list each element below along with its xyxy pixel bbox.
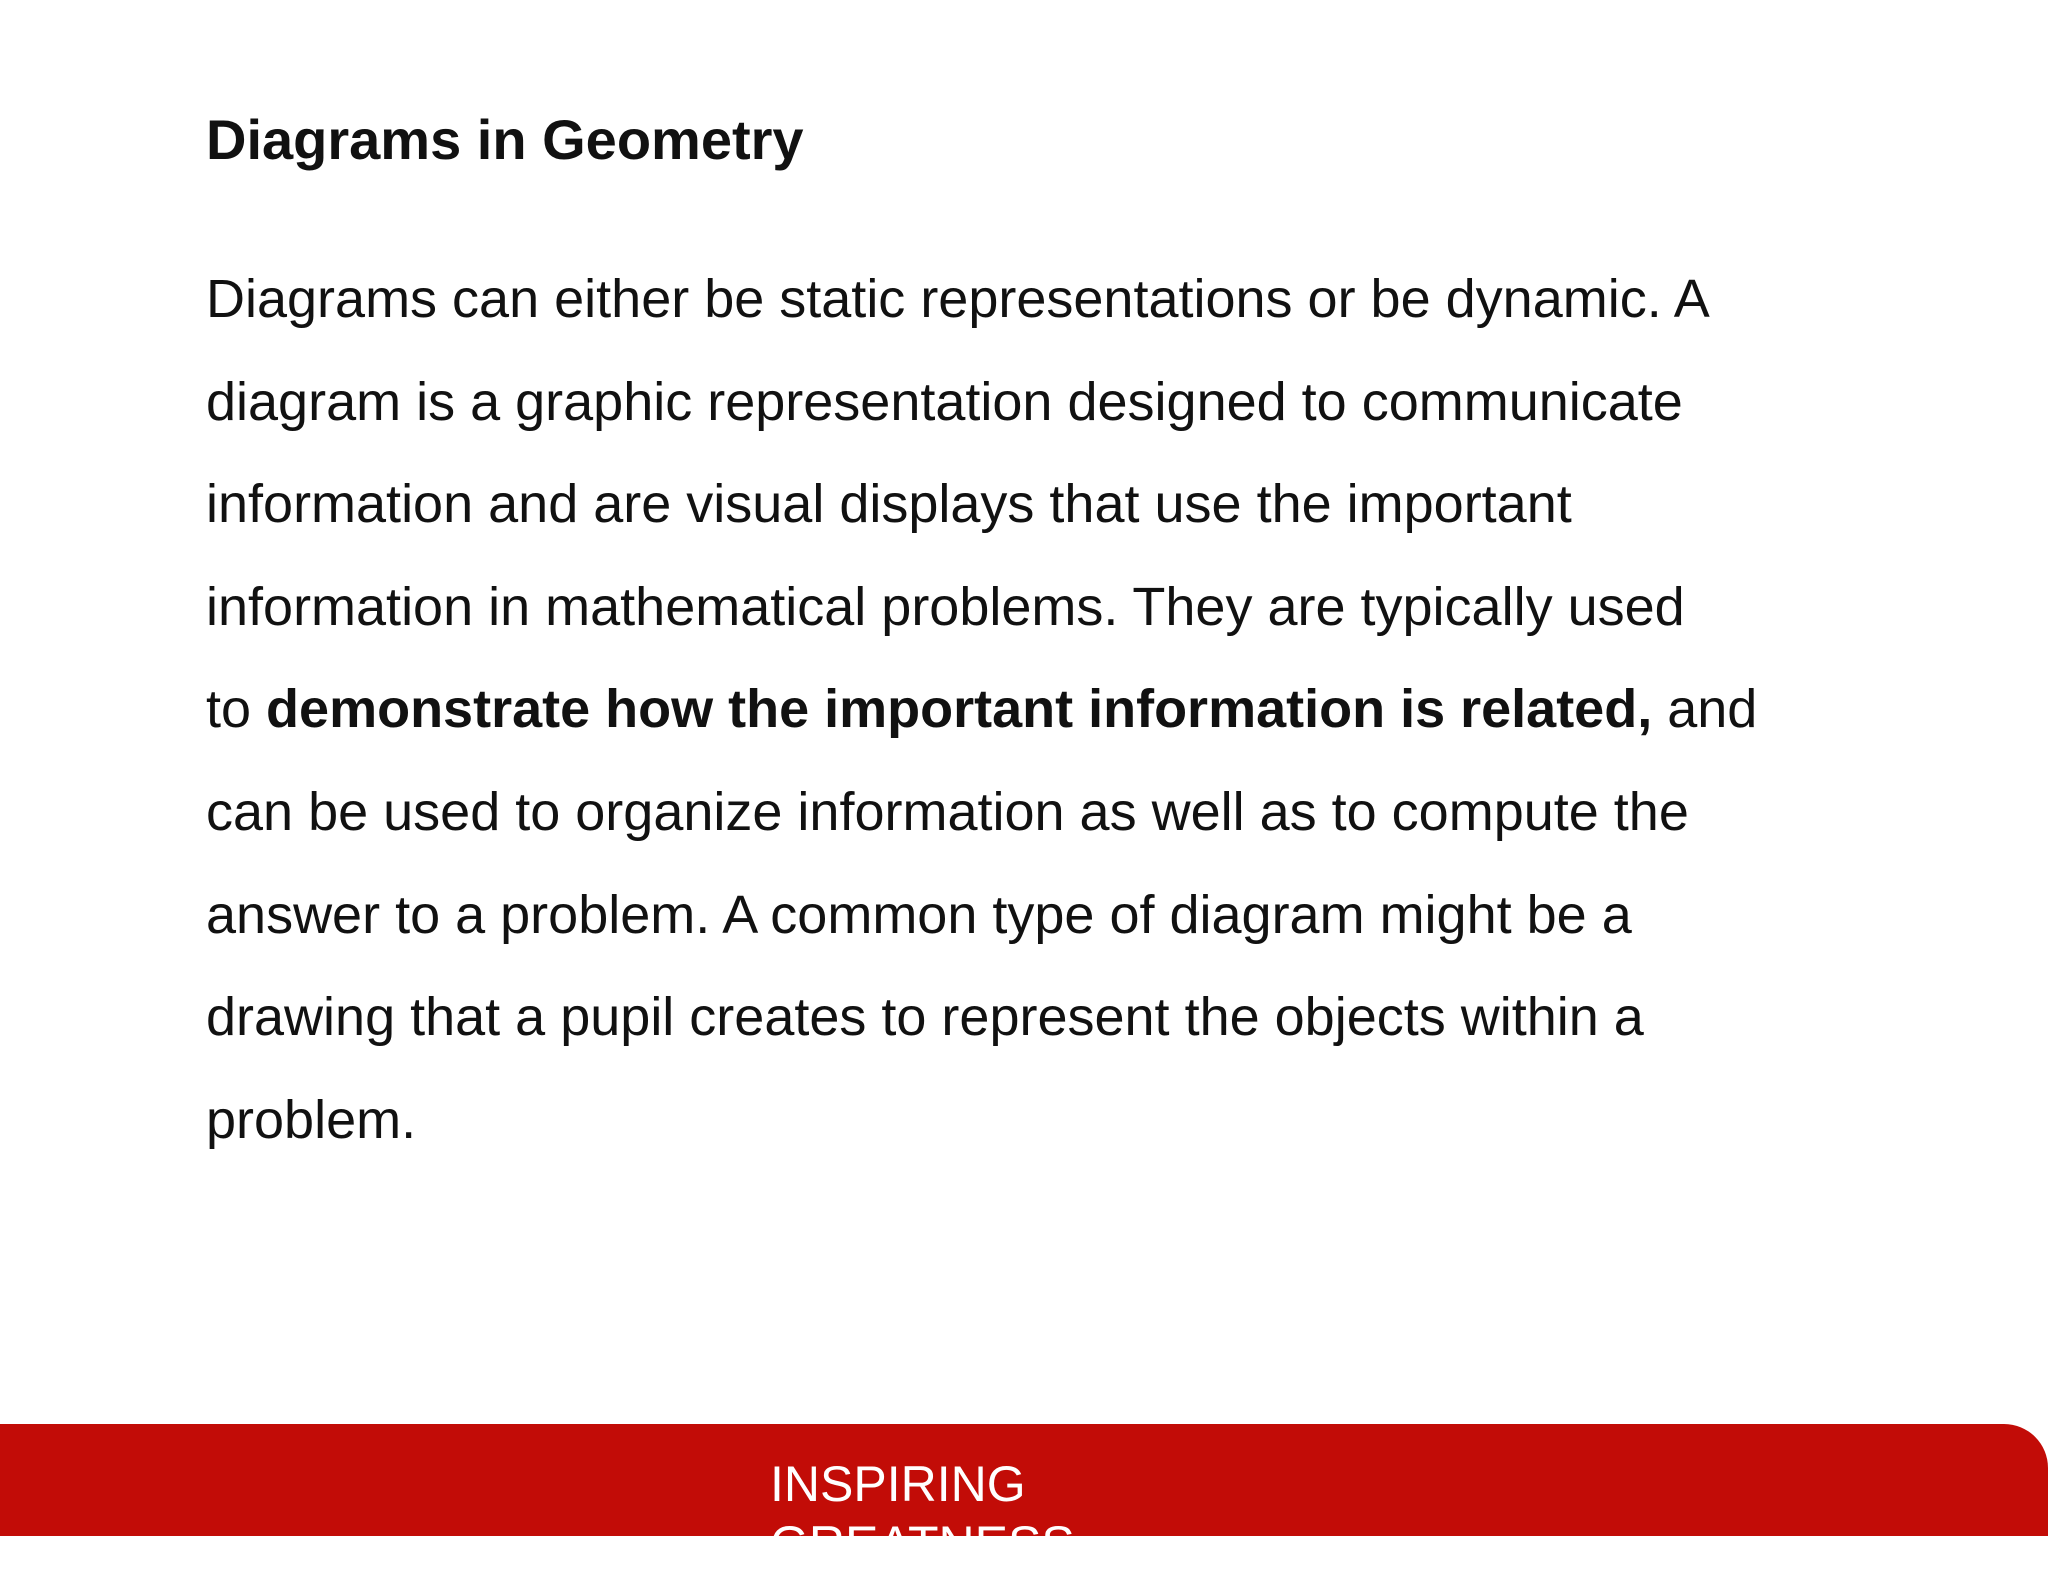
paragraph-line: information in mathematical problems. They are typically used	[206, 576, 1685, 637]
paragraph-line: diagram is a graphic representation designed to communicate	[206, 371, 1683, 432]
paragraph-line: information and are visual displays that use the important	[206, 474, 1572, 535]
footer-slogan: INSPIRING GREATNESS	[770, 1456, 1075, 1572]
line-suffix: and	[1652, 679, 1758, 740]
paragraph-line: can be used to organize information as well as to compute the	[206, 781, 1689, 842]
paragraph-line: answer to a problem. A common type of diagram might be a	[206, 884, 1632, 945]
body-paragraph	[206, 248, 1886, 1171]
line-prefix: to	[206, 679, 267, 740]
emphasized-text: demonstrate how the important information is related,	[266, 679, 1653, 740]
footer-bar	[0, 1424, 2048, 1572]
paragraph-line-emphasis	[206, 658, 1886, 761]
paragraph-line: drawing that a pupil creates to represent the objects within a	[206, 987, 1644, 1048]
paragraph-line: Diagrams can either be static representations or be dynamic. A	[206, 269, 1710, 329]
paragraph-line: problem.	[206, 1089, 417, 1150]
slide-title: Diagrams in Geometry	[206, 108, 804, 171]
